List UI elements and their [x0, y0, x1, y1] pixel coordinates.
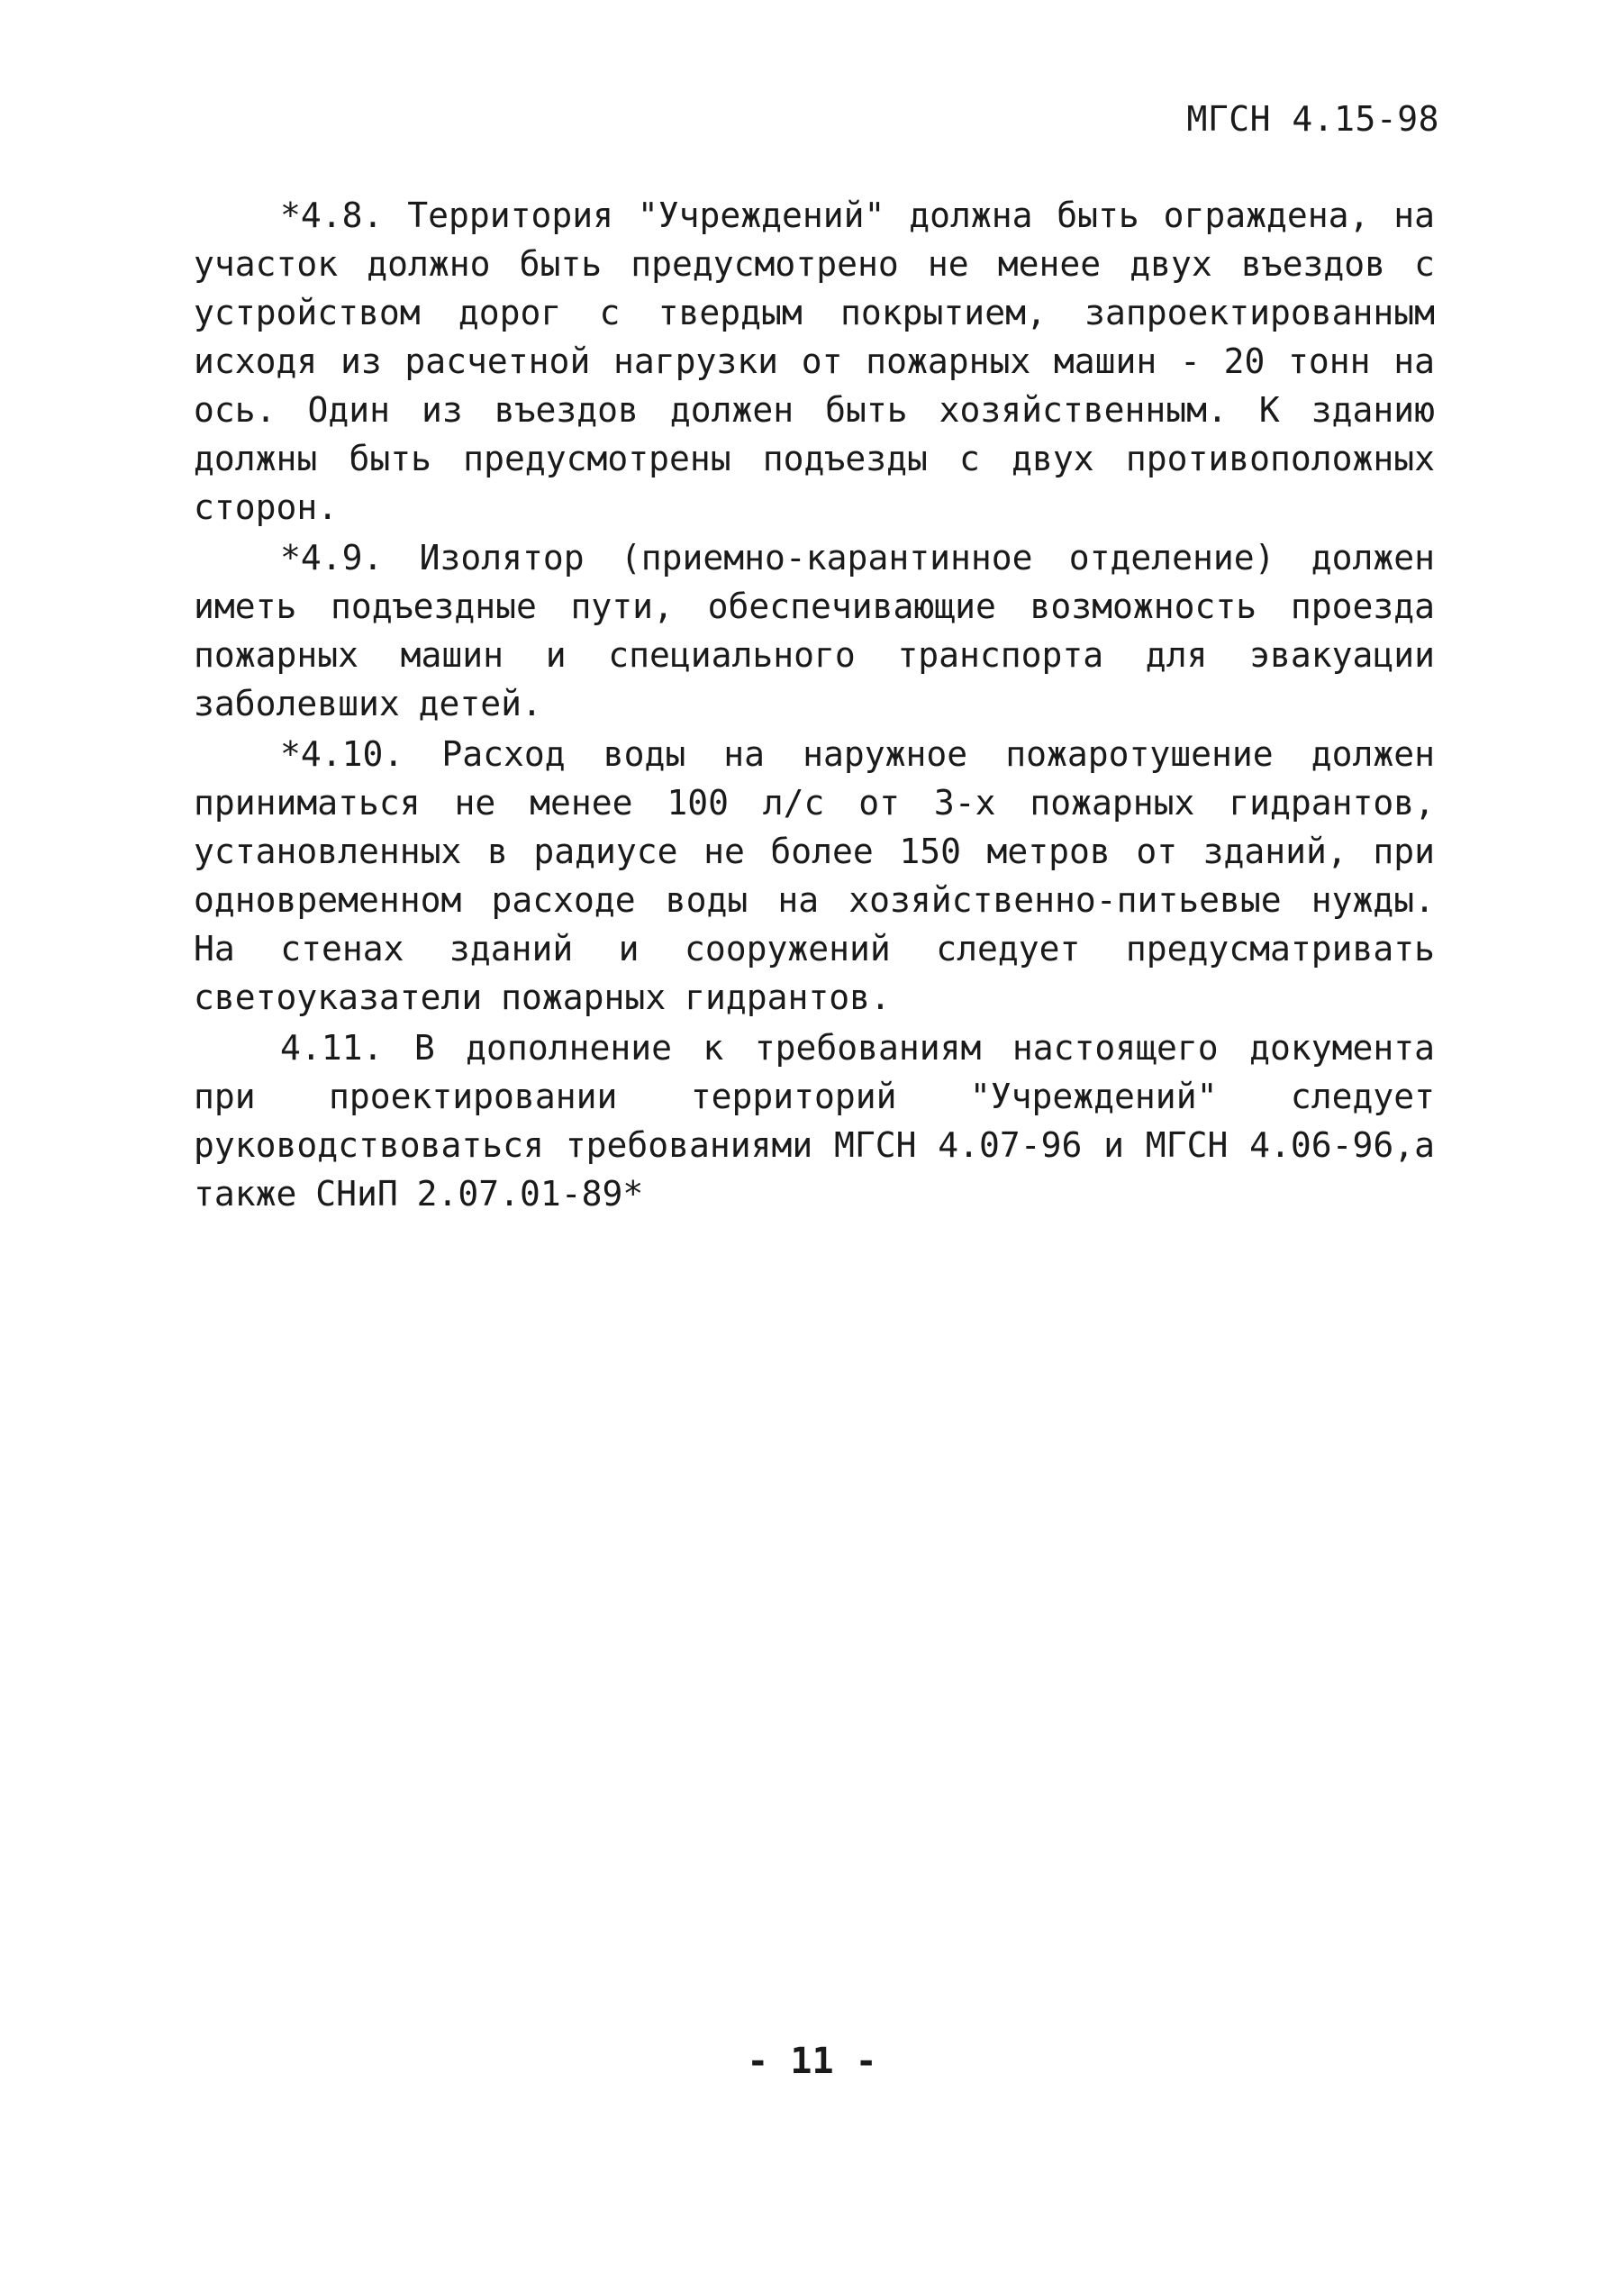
paragraph-4-8: *4.8. Территория "Учреждений" должна быть ограждена, на участок должно быть предусмотрено не менее двух въездов с устройством дорог с твердым покрытием, запроектированным исходя из расчетной нагрузки от пожарных машин - 20 тонн на ось. Один из въездов должен быть хозяйственным. К зданию должны быть предусмотрены подъезды с двух противоположных сторон.: [194, 196, 1435, 527]
paragraph-4-11: 4.11. В дополнение к требованиям настоящего документа при проектировании территорий "Учреждений" следует руководствоваться требованиями МГСН 4.07-96 и МГСН 4.06-96,а также СНиП 2.07.01-89*: [194, 1028, 1435, 1214]
document-code-header: МГСН 4.15-98: [1186, 99, 1439, 139]
paragraph-4-10: *4.10. Расход воды на наружное пожаротушение должен приниматься не менее 100 л/с от 3-х пожарных гидрантов, установленных в радиусе не более 150 метров от зданий, при одновременном расходе воды на хозяйственно-питьевые нужды. На стенах зданий и сооружений следует предусматривать светоуказатели пожарных гидрантов.: [194, 734, 1435, 1017]
page-number: - 11 -: [747, 2041, 877, 2082]
paragraph-4-9: *4.9. Изолятор (приемно-карантинное отделение) должен иметь подъездные пути, обеспечивающие возможность проезда пожарных машин и специального транспорта для эвакуации заболевших детей.: [194, 538, 1435, 723]
document-body: [194, 191, 1435, 1220]
